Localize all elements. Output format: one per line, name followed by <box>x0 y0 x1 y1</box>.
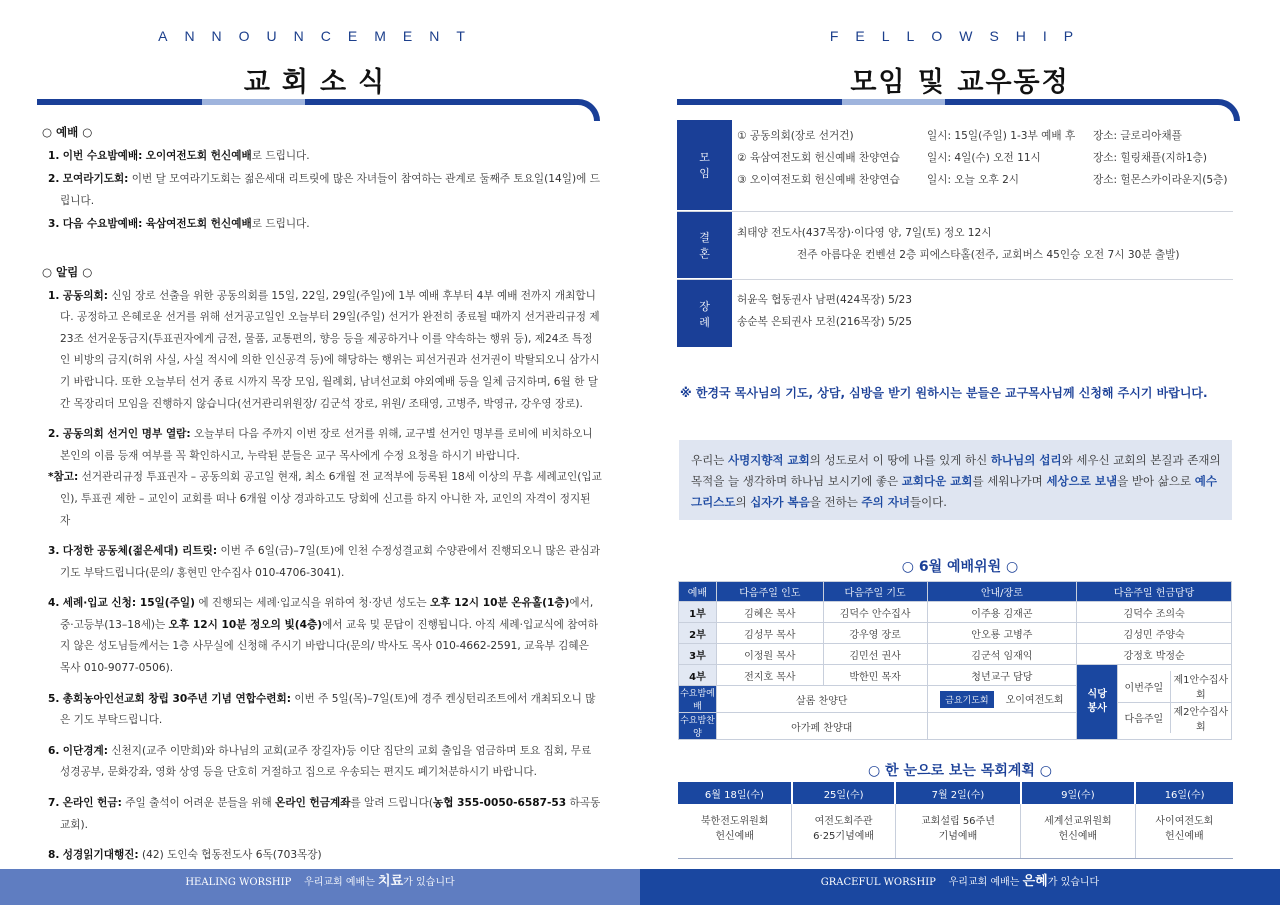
notice-item <box>42 793 602 836</box>
meeting-place: 장소: 힐링채플(지하1층) <box>1093 152 1208 164</box>
footer-pre: 우리교회 예배는 <box>948 877 1023 888</box>
item-title: 총회농아인선교회 창립 30주년 기념 연합수련회: <box>62 692 291 705</box>
footer-bar <box>0 869 640 905</box>
wed-day-label: 수요밤찬양 <box>679 713 717 740</box>
worship-heading: ○ 예배 ○ <box>42 125 93 139</box>
fellowship-info <box>677 120 1233 348</box>
item-emph: 농협 355-0050-6587-53 <box>432 797 567 810</box>
item-text: 이번 주 6일(금)–7일(토)에 인천 수정성결교회 수양관에서 진행되오니 많은 관심과 기도 부탁드립니다(문의/ 홍현민 안수집사 010-4706-3041). <box>60 545 600 579</box>
col-header: 예배 <box>679 582 717 602</box>
item-title: 공동의회 선거인 명부 열람: <box>62 428 191 441</box>
table-cell: 김덕수 안수집사 <box>823 602 927 623</box>
table-row <box>679 602 1232 623</box>
plan-event-line: 헌신예배 <box>1165 831 1204 842</box>
fri-prayer-label: 금요기도회 <box>940 691 993 708</box>
offering-cell: 김덕수 조의숙 <box>1077 602 1232 623</box>
plan-date: 16일(수) <box>1135 782 1233 804</box>
meeting-item <box>737 125 1233 147</box>
plan-date: 25일(수) <box>792 782 895 804</box>
item-number: 2. <box>48 173 60 186</box>
meeting-place: 장소: 글로리아채플 <box>1093 130 1182 142</box>
table-cell: 강우영 장로 <box>823 623 927 644</box>
notice-item <box>42 541 602 584</box>
meal-team: 제1안수집사회 <box>1170 671 1231 702</box>
meeting-place: 장소: 헐몬스카이라운지(5층) <box>1093 174 1228 186</box>
table-cell: 전지호 목사 <box>716 665 823 686</box>
item-emph: 육삼여전도회 헌신예배 <box>145 218 252 231</box>
plan-event <box>895 804 1020 859</box>
ministry-plan-table <box>678 782 1233 859</box>
plan-event <box>792 804 895 859</box>
item-title: 이번 수요밤예배: <box>62 149 143 162</box>
footer-en: GRACEFUL WORSHIP <box>820 877 936 888</box>
plan-event <box>1135 804 1233 859</box>
item-number: 4. <box>48 597 60 610</box>
meeting-name: ③ 오이여전도회 헌신예배 찬양연습 <box>737 174 900 186</box>
service-name: 1부 <box>679 602 717 623</box>
footer-post: 가 있습니다 <box>1047 877 1100 888</box>
item-title: 다정한 공동체(젊은세대) 리트릿: <box>62 545 218 558</box>
plan-event <box>678 804 792 859</box>
item-title: 모여라기도회: <box>62 173 129 186</box>
table-cell: 이주용 김재곤 <box>927 602 1077 623</box>
item-emph: 오후 12시 10분 온유홀(1층) <box>429 597 570 610</box>
item-number: 8. <box>48 849 60 862</box>
meal-team: 제2안수집사회 <box>1173 706 1229 733</box>
notice-item <box>42 741 602 784</box>
plan-date: 9일(수) <box>1021 782 1136 804</box>
item-number: 3. <box>48 545 60 558</box>
item-title: 이단경계: <box>62 744 108 757</box>
wedding-label: 결혼 <box>677 212 732 279</box>
notice-item <box>42 467 602 532</box>
item-text: 에서 교육 및 문답이 진행됩니다. 아직 세례·입교식에 참여하지 않은 성도님들께서는 1층 사무실에 신청해 주시기 바랍니다(문의/ 박사도 목사 010-4662-2591, 교육부 김혜은 목사 010-9077-0506). <box>60 618 598 675</box>
meal-cell-blank <box>1118 665 1232 740</box>
worship-list <box>42 146 602 236</box>
wed-night-value: 살롬 찬양단 <box>716 686 927 713</box>
table-cell: 김혜은 목사 <box>716 602 823 623</box>
item-number: 6. <box>48 744 60 757</box>
plan-event-line: 교회설립 56주년 <box>921 816 995 827</box>
table-cell: 청년교구 담당 <box>927 665 1077 686</box>
item-text: 에 진행되는 세례·입교식을 위하여 청·장년 성도는 <box>198 597 430 610</box>
col-header: 안내/장로 <box>927 582 1077 602</box>
item-title: 온라인 헌금: <box>62 797 122 810</box>
item-emph: 오이여전도회 헌신예배 <box>145 149 252 162</box>
footer-en: HEALING WORSHIP <box>185 877 292 888</box>
wedding-line-1: 최태양 전도사(437목장)·이다영 양, 7일(토) 정오 12시 <box>737 227 992 239</box>
col-header: 다음주일 헌금담당 <box>1077 582 1232 602</box>
item-text: 를 알려 드립니다( <box>350 797 433 810</box>
plan-event-line: 헌신예배 <box>715 831 754 842</box>
item-title: 성경읽기대행진: <box>62 849 139 862</box>
meal-week: 다음주일 <box>1118 702 1170 733</box>
fri-prayer-value: 오이여전도회 <box>1005 694 1064 706</box>
item-number: 7. <box>48 797 60 810</box>
item-text: 오늘부터 다음 주까지 이번 장로 선거를 위해, 교구별 선거인 명부를 로비에 비치하오니 본인의 이름 등재 여부를 꼭 확인하시고, 누락된 분들은 교구 목사에게 수정 요청을 하시기 바랍니다. <box>60 428 593 462</box>
meetings-row <box>677 120 1233 212</box>
item-number: 3. <box>48 218 60 231</box>
notice-item <box>42 689 602 732</box>
meeting-time: 일시: 4일(수) 오전 11시 <box>927 152 1041 164</box>
church-creed: 우리는 사명지향적 교회의 성도로서 이 땅에 나를 있게 하신 하나님의 섭리와 세우신 교회의 본질과 존재의 목적을 늘 생각하며 하나님 보시기에 좋은 교회다운 교회를 세워나가며 세상으로 보냄을 받아 삶으로 예수 그리스도의 십자가 복음을 전하는 주의 자녀들이다. <box>679 440 1232 520</box>
col-header: 다음주일 기도 <box>823 582 927 602</box>
notice-item <box>42 845 602 867</box>
section-eyebrow: ANNOUNCEMENT <box>158 28 482 44</box>
table-cell: 김민선 권사 <box>823 644 927 665</box>
item-text: 이번 주 5일(목)–7일(토)에 경주 켄싱턴리조트에서 개최되오니 많은 기도 부탁드립니다. <box>60 692 596 727</box>
offering-cell: 김성민 주양숙 <box>1077 623 1232 644</box>
plan-event-line: 사이여전도회 <box>1155 816 1214 827</box>
worship-committee-title: ○ 6월 예배위원 ○ <box>901 559 1019 575</box>
fellowship-page <box>640 0 1280 905</box>
item-text: (42) 도인숙 협동전도사 6독(703목장) <box>142 849 322 862</box>
plan-date: 7월 2일(수) <box>895 782 1020 804</box>
meeting-time: 일시: 오늘 오후 2시 <box>927 174 1020 186</box>
page-title: 교회소식 <box>243 67 397 98</box>
meal-row <box>1118 702 1231 733</box>
wedding-row <box>677 212 1233 280</box>
item-text: 이번 달 모여라기도회는 젊은세대 리트릿에 많은 자녀들이 참여하는 관계로 둘째주 토요일(14일)에 드립니다. <box>60 173 600 207</box>
wedding-line-2: 전주 아름다운 컨벤션 2층 피에스타홀(전주, 교회버스 45인승 오전 7시 30분 출발) <box>797 249 1180 261</box>
meal-schedule <box>1118 671 1231 733</box>
footer-emph: 치료 <box>378 874 404 889</box>
table-row <box>679 644 1232 665</box>
announcement-content <box>42 122 602 867</box>
notice-item <box>42 424 602 467</box>
pastor-notice: ※ 한경국 목사님의 기도, 상담, 심방을 받기 원하시는 분들은 교구목사님께 신청해 주시기 바랍니다. <box>680 386 1208 400</box>
plan-date: 6월 18일(수) <box>678 782 792 804</box>
plan-event-line: 북한전도위원회 <box>700 816 769 827</box>
item-title: *참고: <box>48 471 79 484</box>
table-cell: 김성무 목사 <box>716 623 823 644</box>
notice-item <box>42 286 602 416</box>
section-eyebrow: FELLOWSHIP <box>829 28 1091 44</box>
worship-committee-table <box>678 581 1232 740</box>
notice-item <box>42 593 602 679</box>
item-text: 로 드립니다. <box>251 149 310 162</box>
header-rule <box>37 99 600 121</box>
fri-prayer-cell <box>927 686 1077 713</box>
table-cell: 박한민 목자 <box>823 665 927 686</box>
meetings-list <box>732 120 1233 211</box>
table-row <box>679 623 1232 644</box>
funeral-label: 장례 <box>677 280 732 348</box>
item-emph: 온라인 헌금계좌 <box>275 797 351 810</box>
worship-item <box>42 214 602 236</box>
notice-heading: ○ 알림 ○ <box>42 264 93 279</box>
funeral-row <box>677 280 1233 348</box>
funeral-line-2: 송순복 은퇴권사 모친(216목장) 5/25 <box>737 316 912 328</box>
item-text: 주일 출석이 어려운 분들을 위해 <box>125 797 276 810</box>
table-cell: 김군석 임재익 <box>927 644 1077 665</box>
item-title: 다음 수요밤예배: <box>62 218 143 231</box>
item-number: 2. <box>48 428 60 441</box>
header-rule <box>677 99 1240 121</box>
col-header: 다음주일 인도 <box>716 582 823 602</box>
plan-event-line: 헌신예배 <box>1058 831 1098 842</box>
meal-service-label: 식당봉사 <box>1077 665 1118 740</box>
plan-event-line: 기념예배 <box>938 831 978 842</box>
item-title: 공동의회: <box>62 289 108 302</box>
item-text: 로 드립니다. <box>251 218 310 231</box>
table-cell: 이정원 목사 <box>716 644 823 665</box>
meeting-item <box>737 147 1233 169</box>
service-name: 3부 <box>679 644 717 665</box>
worship-item <box>42 169 602 212</box>
footer-bar <box>640 869 1280 905</box>
plan-title: ○ 한 눈으로 보는 목회계획 ○ <box>867 763 1053 779</box>
item-number: 1. <box>48 149 60 162</box>
service-name: 4부 <box>679 665 717 686</box>
item-emph: 오후 12시 10분 정오의 빛(4층) <box>168 618 323 631</box>
meeting-name: ① 공동의회(장로 선거건) <box>737 130 854 142</box>
table-row <box>679 665 1232 686</box>
offering-cell: 강정호 박정순 <box>1077 644 1232 665</box>
footer-post: 가 있습니다 <box>403 877 455 888</box>
page-title: 모임 및 교우동정 <box>850 67 1070 98</box>
item-text: 신천지(교주 이만희)와 하나님의 교회(교주 장길자)등 이단 집단의 교회 출입을 엄금하며 토요 집회, 무료 성경공부, 문화강좌, 영화 상영 등을 단호히 거절하고 집으로 우송되는 편지도 폐기처분하시기 바랍니다. <box>60 744 592 779</box>
table-cell: 안오룡 고병주 <box>927 623 1077 644</box>
meetings-label: 모임 <box>677 120 732 211</box>
plan-event <box>1021 804 1136 859</box>
plan-event-line: 세계선교위원회 <box>1044 816 1112 827</box>
item-text: 에서, 중·고등부(13–18세)는 <box>60 597 594 631</box>
item-text: 선거관리규정 투표권자 – 공동의회 공고일 현재, 최소 6개월 전 교적부에 등록된 18세 이상의 무흠 세례교인(입교인), 투표권 제한 – 교인이 교회를 떠나 6개월 이상 경과하고도 당회에 신고를 하지 아니한 자, 교인의 자격이 정지된 자 <box>60 471 602 527</box>
plan-event-line: 여전도회주관 <box>814 816 873 827</box>
meal-week: 이번주일 <box>1118 671 1170 702</box>
blank-cell <box>927 713 1077 740</box>
item-text: 신임 장로 선출을 위한 공동의회를 15일, 22일, 29일(주일)에 1부 예배 후부터 4부 예배 전까지 개최합니다. 공정하고 은혜로운 선거를 위해 선거공고일인 오늘부터 29일(주일) 선거가 완전히 종료될 때까지 선거관리규정 제23조 선거운동금지(투표권자에게 금전, 물품, 교통편의, 향응 등을 제공하거나 이를 약속하는 행위 등), 제24조 특정인 비방의 금지(허위 사실, 사실 적시에 의한 인신공격 등)에 해당하는 행위는 피선거권과 선거권이 박탈되오니 삼가시기 바랍니다. 또한 오늘부터 선거 종료 시까지 목장 모임, 월례회, 남녀선교회 야외예배 등을 일체 금지하며, 6월 한 달간 목장리더 모임을 진행하지 않습니다(선거관리위원장/ 김군석 장로, 위원/ 조태영, 고병주, 박영규, 강우영 장로). <box>60 289 600 410</box>
plan-event-line: 6·25기념예배 <box>813 831 875 842</box>
item-text: 하곡동교회). <box>60 797 601 831</box>
wed-night-label: 수요밤예배 <box>679 686 717 713</box>
meeting-time: 일시: 15일(주일) 1-3부 예배 후 <box>927 130 1076 142</box>
funeral-line-1: 허윤옥 협동권사 남편(424목장) 5/23 <box>737 294 912 306</box>
item-title: 세례·입교 신청: 15일(주일) <box>62 597 195 610</box>
meeting-name: ② 육삼여전도회 헌신예배 찬양연습 <box>737 152 900 164</box>
meal-row <box>1118 671 1231 702</box>
footer-pre: 우리교회 예배는 <box>304 877 379 888</box>
service-name: 2부 <box>679 623 717 644</box>
notice-list <box>42 286 602 867</box>
worship-item <box>42 146 602 168</box>
footer-emph: 은혜 <box>1022 874 1048 889</box>
wed-day-value: 아가페 찬양대 <box>716 713 927 740</box>
item-number: 5. <box>48 692 60 705</box>
meeting-item <box>737 169 1233 191</box>
item-number: 1. <box>48 289 60 302</box>
